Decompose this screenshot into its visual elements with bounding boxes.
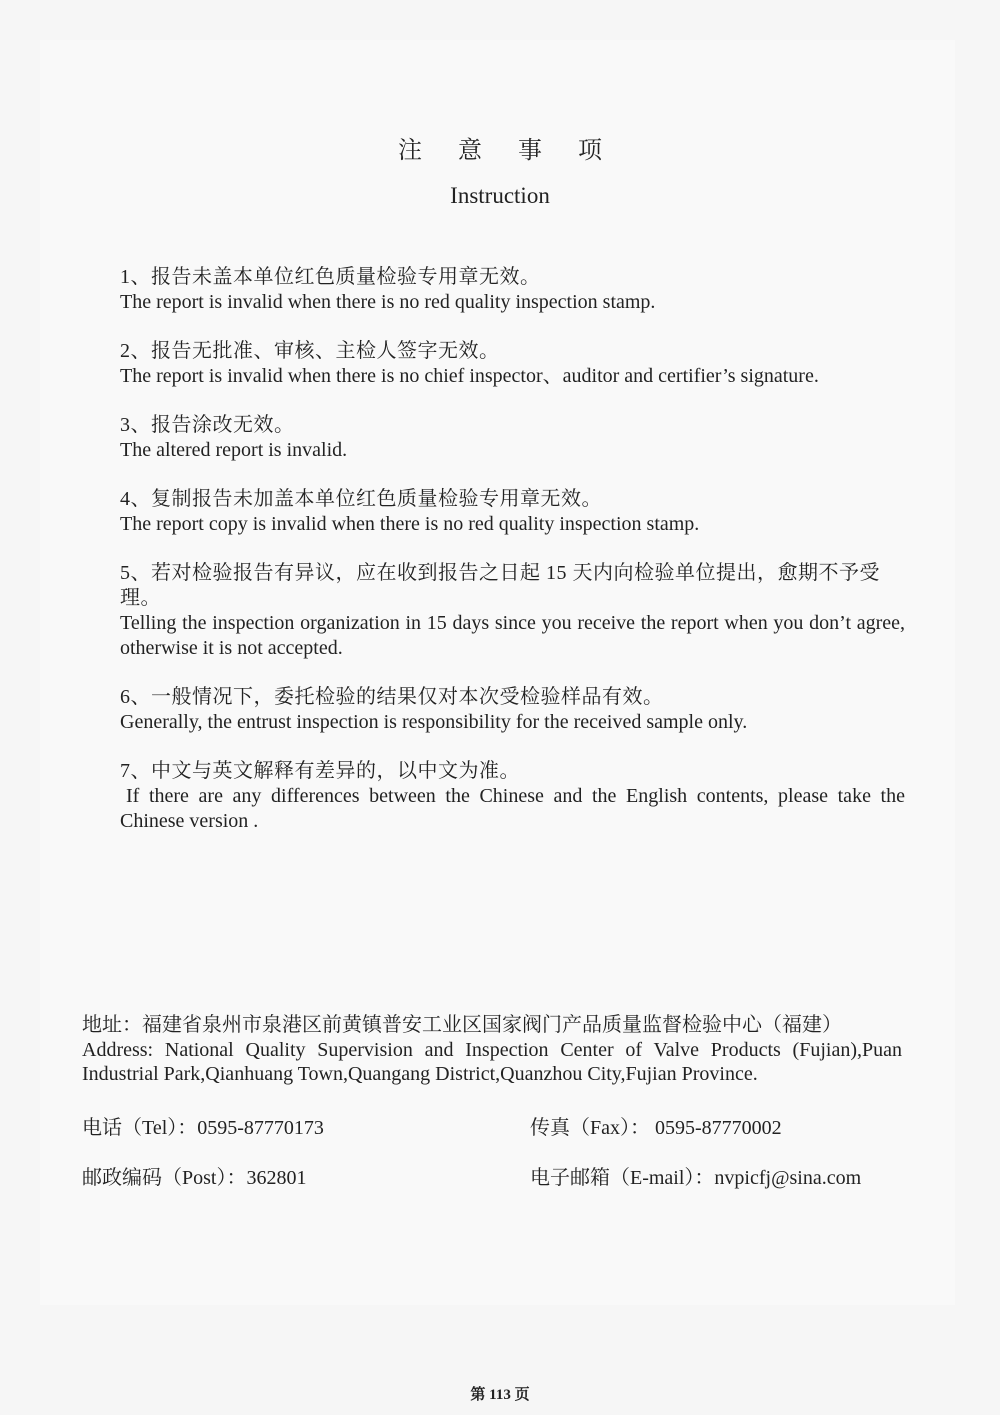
instruction-item xyxy=(120,339,905,389)
contact-footer xyxy=(82,1013,902,1211)
instruction-item xyxy=(120,413,905,463)
instruction-item xyxy=(120,487,905,537)
page-title-en: Instruction xyxy=(450,183,550,208)
telephone: 电话（Tel）：0595-87770173 xyxy=(82,1117,324,1139)
instruction-item xyxy=(120,561,905,661)
instruction-list xyxy=(120,265,905,858)
postcode: 邮政编码（Post）：362801 xyxy=(82,1167,307,1189)
instruction-cn: 5、若对检验报告有异议，应在收到报告之日起 15 天内向检验单位提出，愈期不予受理。 xyxy=(120,562,880,609)
fax: 传真（Fax）： 0595-87770002 xyxy=(530,1117,782,1139)
instruction-cn: 3、报告涂改无效。 xyxy=(120,414,295,436)
instruction-item xyxy=(120,759,905,834)
instruction-en: The report is invalid when there is no red quality inspection stamp. xyxy=(120,291,656,313)
instruction-en: If there are any differences between the Chinese and the English contents, please take the Chinese version . xyxy=(120,785,905,832)
instruction-cn: 7、中文与英文解释有差异的，以中文为准。 xyxy=(120,760,520,782)
page-title-cn: 注意事项 xyxy=(398,138,638,164)
instruction-cn: 6、一般情况下，委托检验的结果仅对本次受检验样品有效。 xyxy=(120,686,664,708)
instruction-cn: 4、复制报告未加盖本单位红色质量检验专用章无效。 xyxy=(120,488,602,510)
instruction-item xyxy=(120,685,905,735)
instruction-en: Telling the inspection organization in 15 days since you receive the report when you don’t agree, otherwise it is not accepted. xyxy=(120,612,905,659)
instruction-cn: 1、报告未盖本单位红色质量检验专用章无效。 xyxy=(120,266,541,288)
address-en: Address: National Quality Supervision and Inspection Center of Valve Products (Fujian),Puan Industrial Park,Qianhuang Town,Quangang District,Quanzhou City,Fujian Province. xyxy=(82,1039,902,1085)
email: 电子邮箱（E-mail）：nvpicfj@sina.com xyxy=(530,1167,862,1189)
page-number: 第 113 页 xyxy=(470,1387,530,1403)
instruction-cn: 2、报告无批准、审核、主检人签字无效。 xyxy=(120,340,500,362)
instruction-item xyxy=(120,265,905,315)
instruction-en: The report copy is invalid when there is no red quality inspection stamp. xyxy=(120,513,700,535)
instruction-en: The altered report is invalid. xyxy=(120,439,348,461)
instruction-en: The report is invalid when there is no chief inspector、auditor and certifier’s signature. xyxy=(120,365,819,387)
instruction-en: Generally, the entrust inspection is responsibility for the received sample only. xyxy=(120,711,748,733)
address-cn: 地址：福建省泉州市泉港区前黄镇普安工业区国家阀门产品质量监督检验中心（福建） xyxy=(82,1014,842,1036)
